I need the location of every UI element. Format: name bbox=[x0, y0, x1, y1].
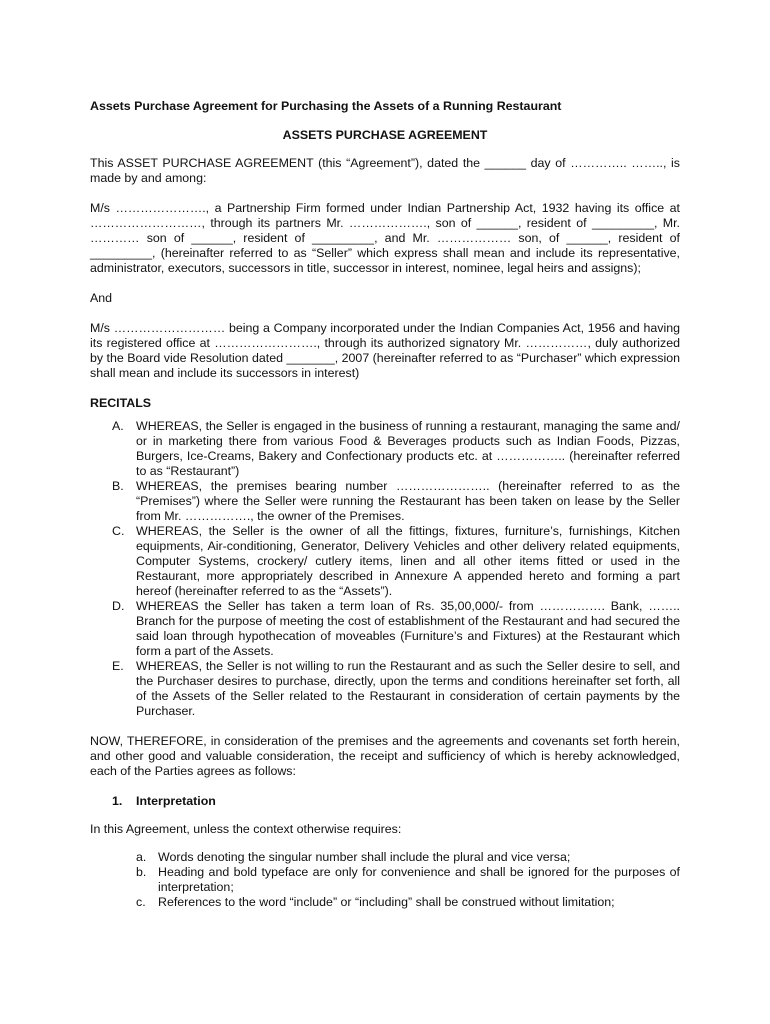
recital-text: WHEREAS, the Seller is engaged in the business of running a restaurant, managing the same and/ or in marketing there from various Food & Beverages products such as Indian Foods, Pizzas, Burgers, Ice-Creams, Bakery and Confectionary products etc. at …………….. (hereinafter referred to as “Restaurant”) bbox=[136, 419, 680, 478]
recital-marker: E. bbox=[112, 659, 124, 673]
seller-paragraph: M/s …………………., a Partnership Firm formed under Indian Partnership Act, 1932 having its office at ………………………, through its partners Mr. ………………., son of ______, resident of _________, Mr. ………… son of ______, resident of _________, and Mr. ……………… son, of ______, resident of _________, (hereinafter referred to as “Seller” which express shall mean and include its representative, administrator, executors, successors in title, successor in interest, nominee, legal heirs and assigns); bbox=[90, 201, 680, 275]
and-separator: And bbox=[90, 291, 113, 305]
document-title: Assets Purchase Agreement for Purchasing the Assets of a Running Restaurant bbox=[90, 99, 562, 113]
interpretation-text: Words denoting the singular number shall include the plural and vice versa; bbox=[158, 850, 571, 864]
interpretation-text: References to the word “include” or “including” shall be construed without limitation; bbox=[158, 895, 615, 909]
section-1-number: 1. bbox=[112, 794, 123, 808]
recitals-heading: RECITALS bbox=[90, 396, 152, 410]
interpretation-marker: b. bbox=[136, 865, 147, 879]
interpretation-item bbox=[90, 865, 680, 895]
recital-item bbox=[90, 419, 680, 479]
recital-marker: A. bbox=[112, 419, 124, 433]
purchaser-paragraph: M/s ……………………… being a Company incorporated under the Indian Companies Act, 1956 and having its registered office at ……………………., through its authorized signatory Mr. ……………, duly authorized by the Board vide Resolution dated _______, 2007 (hereinafter referred to as “Purchaser” which expression shall mean and include its successors in interest) bbox=[90, 321, 680, 380]
interpretation-text: Heading and bold typeface are only for convenience and shall be ignored for the purposes of interpretation; bbox=[158, 865, 680, 894]
recital-item bbox=[90, 599, 680, 659]
now-therefore-paragraph: NOW, THEREFORE, in consideration of the premises and the agreements and covenants set forth herein, and other good and valuable consideration, the receipt and sufficiency of which is hereby acknowledged, each of the Parties agrees as follows: bbox=[90, 734, 680, 778]
section-1-heading bbox=[90, 794, 680, 809]
recital-item bbox=[90, 659, 680, 719]
recital-marker: B. bbox=[112, 479, 124, 493]
recital-item bbox=[90, 524, 680, 599]
intro-paragraph: This ASSET PURCHASE AGREEMENT (this “Agreement”), dated the ______ day of ………….. …….., is made by and among: bbox=[90, 156, 680, 185]
recital-text: WHEREAS, the Seller is the owner of all the fittings, fixtures, furniture’s, furnishings, Kitchen equipments, Air-conditioning, Generator, Delivery Vehicles and other delivery related equipments, Computer Systems, crockery/ cutlery items, linen and all other items fitted or used in the Restaurant, more appropriately described in Annexure A appended hereto and forming a part hereof (hereinafter referred to as the “Assets”). bbox=[136, 524, 680, 598]
recital-text: WHEREAS, the premises bearing number ………………….. (hereinafter referred to as the “Premises”) where the Seller were running the Restaurant has been taken on lease by the Seller from Mr. ……………., the owner of the Premises. bbox=[136, 479, 680, 523]
interpretation-marker: c. bbox=[136, 895, 146, 909]
interpretation-item bbox=[90, 850, 680, 865]
recital-marker: C. bbox=[112, 524, 125, 538]
agreement-heading: ASSETS PURCHASE AGREEMENT bbox=[282, 128, 488, 142]
interpretation-item bbox=[90, 895, 680, 910]
interpretation-list bbox=[90, 850, 680, 910]
recital-marker: D. bbox=[112, 599, 125, 613]
recital-text: WHEREAS the Seller has taken a term loan of Rs. 35,00,000/- from ……………. Bank, …….. Branch for the purpose of meeting the cost of establishment of the Restaurant and had secured the said loan through hypothecation of moveables (Furniture’s and Fixtures) at the Restaurant which form a part of the Assets. bbox=[136, 599, 680, 658]
recital-item bbox=[90, 479, 680, 524]
section-1-intro: In this Agreement, unless the context otherwise requires: bbox=[90, 822, 402, 836]
interpretation-marker: a. bbox=[136, 850, 147, 864]
recital-text: WHEREAS, the Seller is not willing to run the Restaurant and as such the Seller desire to sell, and the Purchaser desires to purchase, directly, upon the terms and conditions hereinafter set forth, all of the Assets of the Seller related to the Restaurant in consideration of certain payments by the Purchaser. bbox=[136, 659, 680, 718]
recitals-list bbox=[90, 419, 680, 719]
document-page bbox=[90, 99, 680, 910]
section-1-title: Interpretation bbox=[136, 794, 216, 808]
